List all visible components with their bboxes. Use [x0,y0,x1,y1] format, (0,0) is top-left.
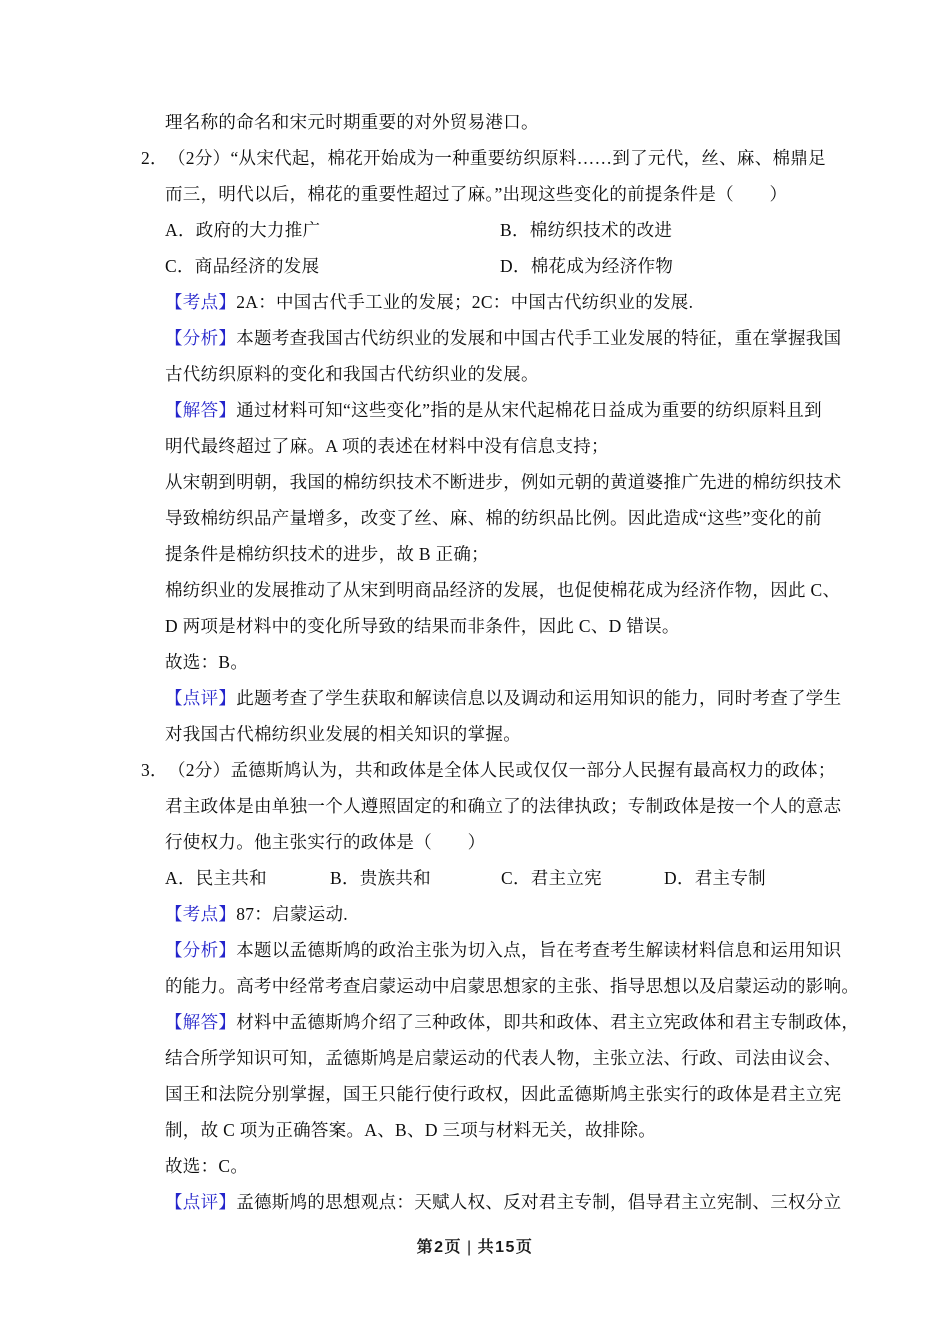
section-line [0,896,950,932]
text-line [0,968,950,1004]
section-line [0,284,950,320]
line-text: 的能力。高考中经常考查启蒙运动中启蒙思想家的主张、指导思想以及启蒙运动的影响。 [165,976,860,996]
option-item: D．棉花成为经济作物 [500,256,674,276]
line-text: 古代纺织原料的变化和我国古代纺织业的发展。 [165,364,539,384]
option-item: C．商品经济的发展 [165,256,320,276]
text-line [0,536,950,572]
options-row [0,860,950,896]
question-text: （2分）“从宋代起，棉花开始成为一种重要纺织原料……到了元代，丝、麻、棉鼎足 [168,148,826,168]
section-text: 本题以孟德斯鸠的政治主张为切入点，旨在考查考生解读材料信息和运用知识 [236,940,842,960]
section-label: 【分析】 [165,328,237,348]
option-item: C．君主立宪 [501,868,602,888]
section-text: 2A：中国古代手工业的发展；2C：中国古代纺织业的发展. [236,292,694,312]
line-text: 结合所学知识可知，孟德斯鸠是启蒙运动的代表人物，主张立法、行政、司法由议会、 [165,1048,842,1068]
text-line [0,1148,950,1184]
text-line [0,572,950,608]
text-line [0,608,950,644]
line-text: 故选：C。 [165,1156,249,1176]
section-text: 87：启蒙运动. [236,904,348,924]
question-line [0,752,950,788]
options-row [0,248,950,284]
page-number: 第2页 [416,1239,462,1256]
section-text: 通过材料可知“这些变化”指的是从宋代起棉花日益成为重要的纺织原料且到 [236,400,822,420]
text-line [0,500,950,536]
line-text: 国王和法院分别掌握，国王只能行使行政权，因此孟德斯鸠主张实行的政体是君主立宪 [165,1084,842,1104]
line-text: 对我国古代棉纺织业发展的相关知识的掌握。 [165,724,521,744]
text-line [0,1040,950,1076]
text-line [0,644,950,680]
question-line [0,140,950,176]
text-line [0,104,950,140]
section-line [0,1004,950,1040]
section-text: 本题考查我国古代纺织业的发展和中国古代手工业发展的特征，重在掌握我国 [236,328,842,348]
question-text: （2分）孟德斯鸠认为，共和政体是全体人民或仅仅一部分人民握有最高权力的政体； [168,760,836,780]
section-label: 【点评】 [165,1192,237,1212]
line-text: 而三，明代以后，棉花的重要性超过了麻。”出现这些变化的前提条件是（ ） [165,184,788,204]
line-text: 从宋朝到明朝，我国的棉纺织技术不断进步，例如元朝的黄道婆推广先进的棉纺织技术 [165,472,842,492]
text-line [0,824,950,860]
line-text: 君主政体是由单独一个人遵照固定的和确立了的法律执政；专制政体是按一个人的意志 [165,796,842,816]
section-line [0,320,950,356]
question-number: 2． [141,148,168,168]
line-text: 故选：B。 [165,652,249,672]
option-item: B．棉纺织技术的改进 [500,220,673,240]
text-line [0,1112,950,1148]
option-item: B．贵族共和 [330,868,431,888]
section-text: 材料中孟德斯鸠介绍了三种政体，即共和政体、君主立宪政体和君主专制政体， [236,1012,860,1032]
question-number: 3． [141,760,168,780]
section-line [0,680,950,716]
section-line [0,1184,950,1220]
section-line [0,932,950,968]
section-text: 此题考查了学生获取和解读信息以及调动和运用知识的能力，同时考查了学生 [236,688,842,708]
option-item: D．君主专制 [664,868,766,888]
line-text: D 两项是材料中的变化所导致的结果而非条件，因此 C、D 错误。 [165,616,680,636]
text-line [0,428,950,464]
section-label: 【解答】 [165,1012,237,1032]
page-total: 共15页 [477,1239,534,1256]
line-text: 制，故 C 项为正确答案。A、B、D 三项与材料无关，故排除。 [165,1120,657,1140]
line-text: 明代最终超过了麻。A 项的表述在材料中没有信息支持； [165,436,609,456]
line-text: 行使权力。他主张实行的政体是（ ） [165,832,486,852]
text-line [0,356,950,392]
page-footer [0,1237,950,1259]
line-text: 棉纺织业的发展推动了从宋到明商品经济的发展，也促使棉花成为经济作物，因此 C、 [165,580,841,600]
text-line [0,176,950,212]
text-line [0,716,950,752]
section-label: 【点评】 [165,688,237,708]
option-item: A．政府的大力推广 [165,220,321,240]
text-lines [0,104,950,1220]
section-label: 【考点】 [165,904,237,924]
section-label: 【分析】 [165,940,237,960]
line-text: 导致棉纺织品产量增多，改变了丝、麻、棉的纺织品比例。因此造成“这些”变化的前 [165,508,822,528]
section-line [0,392,950,428]
text-line [0,464,950,500]
text-line [0,788,950,824]
options-row [0,212,950,248]
line-text: 提条件是棉纺织技术的进步，故 B 正确； [165,544,489,564]
option-item: A．民主共和 [165,868,267,888]
section-text: 孟德斯鸠的思想观点：天赋人权、反对君主专制，倡导君主立宪制、三权分立 [236,1192,842,1212]
line-text: 理名称的命名和宋元时期重要的对外贸易港口。 [165,112,539,132]
section-label: 【考点】 [165,292,237,312]
page-separator: | [466,1239,473,1256]
section-label: 【解答】 [165,400,237,420]
text-line [0,1076,950,1112]
